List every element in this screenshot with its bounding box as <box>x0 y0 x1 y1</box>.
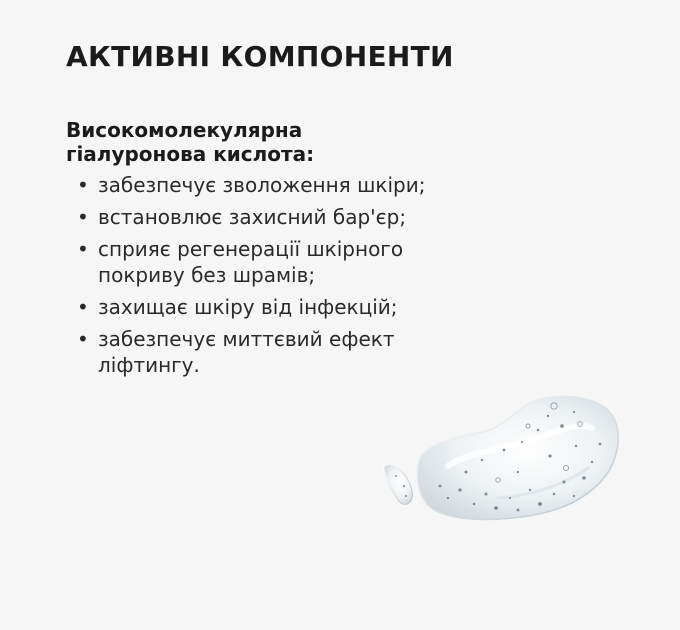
benefit-text: встановлює захисний бар'єр; <box>98 205 407 229</box>
benefit-item <box>66 294 486 320</box>
bullet-icon: • <box>77 295 89 319</box>
benefit-text: сприяє регенерації шкірного <box>98 237 404 261</box>
bullet-icon: • <box>77 327 89 351</box>
benefit-text-continued: покриву без шрамів; <box>98 263 316 287</box>
benefit-item <box>66 172 486 198</box>
benefit-list <box>66 172 486 384</box>
benefit-text: забезпечує зволоження шкіри; <box>98 173 426 197</box>
gel-swatch-icon <box>378 386 628 536</box>
ingredient-name <box>66 118 426 166</box>
benefit-item <box>66 326 486 378</box>
benefit-item <box>66 204 486 230</box>
bullet-icon: • <box>77 237 89 261</box>
section-title: АКТИВНІ КОМПОНЕНТИ <box>66 40 454 73</box>
ingredient-name-line-1: Високомолекулярна <box>66 118 303 142</box>
benefit-text-continued: ліфтингу. <box>98 353 200 377</box>
ingredient-name-line-2: гіалуронова кислота: <box>66 142 315 166</box>
benefit-text: захищає шкіру від інфекцій; <box>98 295 398 319</box>
benefit-item <box>66 236 486 288</box>
benefit-text: забезпечує миттєвий ефект <box>98 327 395 351</box>
bullet-icon: • <box>77 205 89 229</box>
bullet-icon: • <box>77 173 89 197</box>
